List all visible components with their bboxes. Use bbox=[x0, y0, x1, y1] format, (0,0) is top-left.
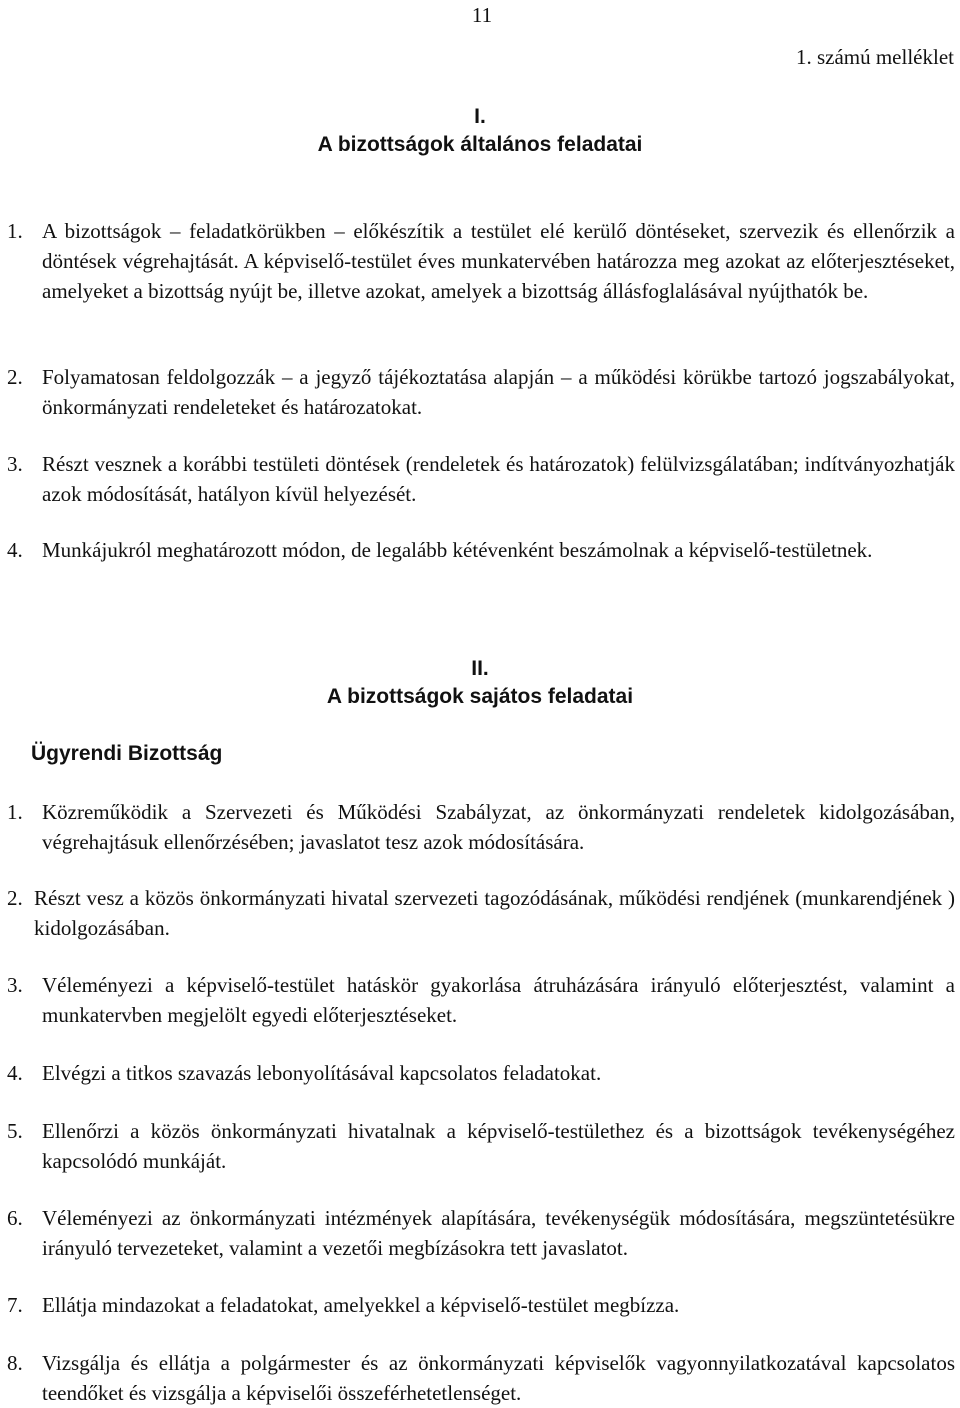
item-number: 2. bbox=[7, 886, 23, 910]
section-1-number: I. bbox=[474, 105, 486, 128]
item-number: 3. bbox=[7, 973, 23, 997]
item-text: Véleményezi a képviselő-testület hatáskör gyakorlása átruházására irányuló előterjesztést, valamint a munkatervben megjelölt egyedi előterjesztéseket. bbox=[42, 973, 955, 1027]
section-2-title: A bizottságok sajátos feladatai bbox=[326, 685, 634, 708]
item-text: Ellenőrzi a közös önkormányzati hivatalnak a képviselő-testülethez és a bizottságok tevékenységéhez kapcsolódó munkáját. bbox=[42, 1119, 955, 1173]
section-2-item-1 bbox=[7, 797, 955, 857]
item-text: Folyamatosan feldolgozzák – a jegyző tájékoztatása alapján – a működési körükbe tartozó jogszabályokat, önkormányzati rendeleteket és határozatokat. bbox=[42, 365, 955, 419]
item-number: 1. bbox=[7, 800, 23, 824]
item-number: 2. bbox=[7, 365, 23, 389]
item-text: Munkájukról meghatározott módon, de legalább kétévenként beszámolnak a képviselő-testületnek. bbox=[42, 538, 873, 562]
section-1-title: A bizottságok általános feladatai bbox=[317, 133, 643, 156]
page-number: 11 bbox=[471, 3, 493, 27]
item-number: 5. bbox=[7, 1119, 23, 1143]
item-text: Közreműködik a Szervezeti és Működési Szabályzat, az önkormányzati rendeletek kidolgozásában, végrehajtásuk ellenőrzésében; javaslatot tesz azok módosítására. bbox=[42, 800, 955, 854]
section-1-item-1 bbox=[7, 216, 955, 306]
section-2-item-6 bbox=[7, 1203, 955, 1263]
annex-label: 1. számú melléklet bbox=[795, 45, 954, 69]
item-number: 6. bbox=[7, 1206, 23, 1230]
item-number: 1. bbox=[7, 219, 23, 243]
item-text: Ellátja mindazokat a feladatokat, amelyekkel a képviselő-testület megbízza. bbox=[42, 1293, 680, 1317]
section-1-item-4 bbox=[7, 535, 955, 565]
item-number: 8. bbox=[7, 1351, 23, 1375]
item-number: 7. bbox=[7, 1293, 23, 1317]
item-text: Részt vesz a közös önkormányzati hivatal szervezeti tagozódásának, működési rendjének (munkarendjének ) kidolgozásában. bbox=[34, 886, 955, 940]
section-2-item-4 bbox=[7, 1058, 955, 1088]
section-2-number: II. bbox=[471, 657, 489, 680]
section-1-item-2 bbox=[7, 362, 955, 422]
item-text: Elvégzi a titkos szavazás lebonyolításával kapcsolatos feladatokat. bbox=[42, 1061, 602, 1085]
committee-heading: Ügyrendi Bizottság bbox=[31, 742, 223, 765]
item-number: 3. bbox=[7, 452, 23, 476]
item-number: 4. bbox=[7, 1061, 23, 1085]
item-text: Vizsgálja és ellátja a polgármester és az önkormányzati képviselők vagyonnyilatkozatával kapcsolatos teendőket és vizsgálja a képviselői összeférhetetlenséget. bbox=[42, 1351, 955, 1405]
section-2-item-3 bbox=[7, 970, 955, 1030]
section-1-item-3 bbox=[7, 449, 955, 509]
section-2-item-2 bbox=[7, 883, 955, 943]
item-number: 4. bbox=[7, 538, 23, 562]
item-text: A bizottságok – feladatkörükben – előkészítik a testület elé kerülő döntéseket, szervezik és ellenőrzik a döntések végrehajtását. A képviselő-testület éves munkatervében határozza meg azokat az előterjesztéseket, amelyeket a bizottság nyújt be, illetve azokat, amelyek a bizottság állásfoglalásával nyújthatók be. bbox=[42, 219, 955, 303]
item-text: Véleményezi az önkormányzati intézmények alapítására, tevékenységük módosítására, megszüntetésükre irányuló tervezeteket, valamint a vezetői megbízásokra tett javaslatot. bbox=[42, 1206, 955, 1260]
section-2-item-8 bbox=[7, 1348, 955, 1408]
item-text: Részt vesznek a korábbi testületi döntések (rendeletek és határozatok) felülvizsgálatában; indítványozhatják azok módosítását, hatályon kívül helyezését. bbox=[42, 452, 955, 506]
section-2-item-7 bbox=[7, 1290, 955, 1320]
section-2-item-5 bbox=[7, 1116, 955, 1176]
